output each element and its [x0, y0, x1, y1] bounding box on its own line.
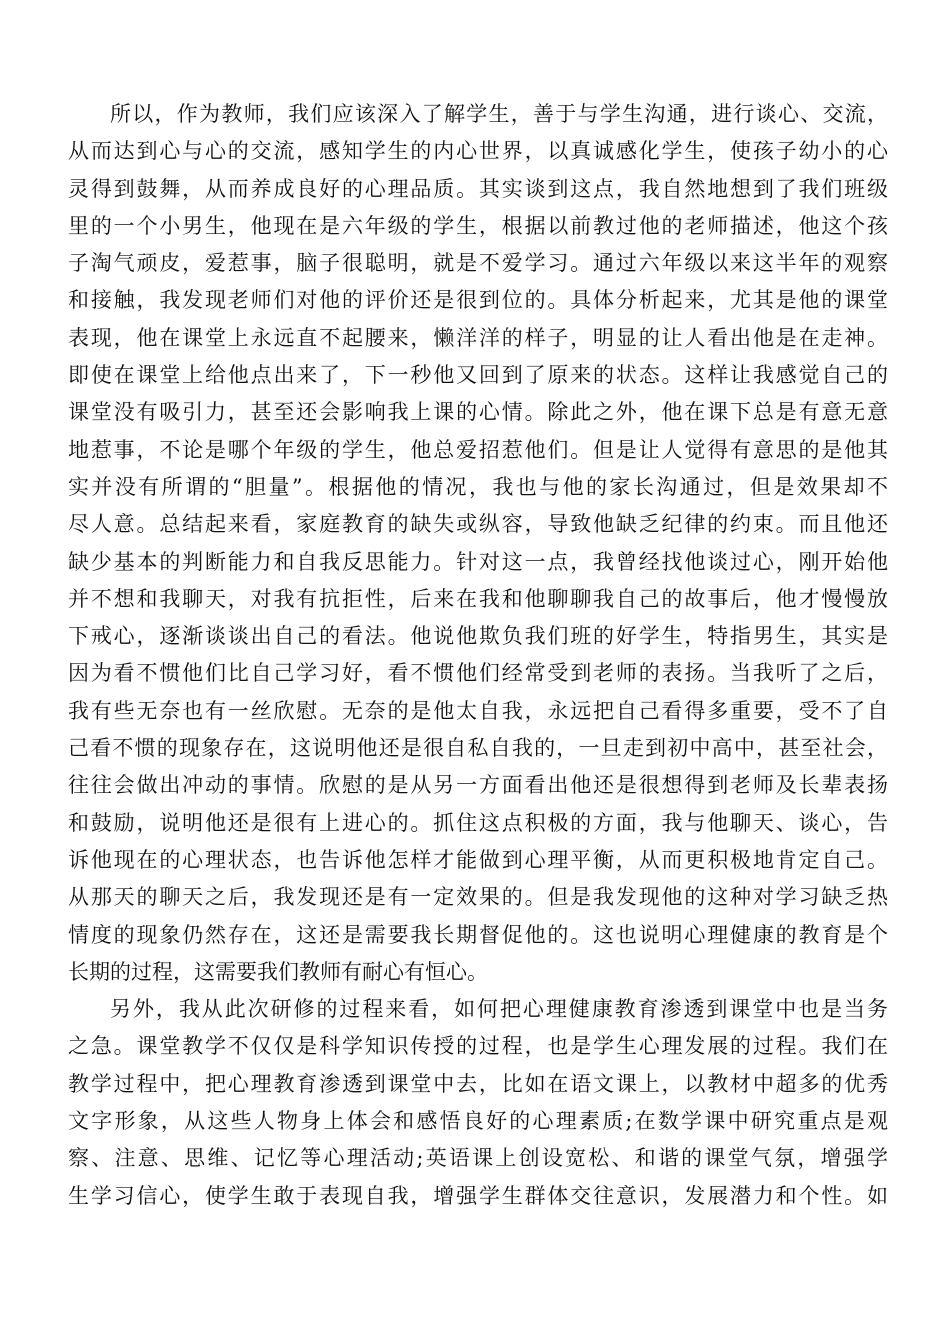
- document-page: [68, 96, 888, 1215]
- paragraph-line: 教学过程中，把心理教育渗透到课堂中去，比如在语文课上，以教材中超多的优秀: [68, 1071, 888, 1096]
- paragraph-line: 课堂没有吸引力，甚至还会影响我上课的心情。除此之外，他在课下总是有意无意: [68, 400, 888, 425]
- paragraph-line: 长期的过程，这需要我们教师有耐心有恒心。: [68, 959, 488, 984]
- paragraph-line: 下戒心，逐渐谈谈出自己的看法。他说他欺负我们班的好学生，特指男生，其实是: [68, 624, 888, 649]
- paragraph-line: 地惹事，不论是哪个年级的学生，他总爱招惹他们。但是让人觉得有意思的是他其: [68, 437, 888, 462]
- paragraph-line: 表现，他在课堂上永远直不起腰来，懒洋洋的样子，明显的让人看出他是在走神。: [68, 325, 888, 350]
- paragraph-line: 缺少基本的判断能力和自我反思能力。针对这一点，我曾经找他谈过心，刚开始他: [68, 549, 888, 574]
- paragraph-line: 所以，作为教师，我们应该深入了解学生，善于与学生沟通，进行谈心、交流，: [110, 102, 888, 126]
- paragraph-line: 情度的现象仍然存在，这还是需要我长期督促他的。这也说明心理健康的教育是个: [68, 922, 888, 947]
- paragraph-line: 己看不惯的现象存在，这说明他还是很自私自我的，一旦走到初中高中，甚至社会，: [68, 736, 888, 761]
- paragraph-line: 诉他现在的心理状态，也告诉他怎样才能做到心理平衡，从而更积极地肯定自己。: [68, 847, 888, 872]
- paragraph-line: 从那天的聊天之后，我发现还是有一定效果的。但是我发现他的这种对学习缺乏热: [68, 885, 888, 910]
- paragraph-line: 实并没有所谓的“胆量”。根据他的情况，我也与他的家长沟通过，但是效果却不: [68, 474, 888, 499]
- paragraph-line: 并不想和我聊天，对我有抗拒性，后来在我和他聊聊我自己的故事后，他才慢慢放: [68, 586, 888, 611]
- paragraph-line: 文字形象，从这些人物身上体会和感悟良好的心理素质;在数学课中研究重点是观: [68, 1109, 888, 1134]
- paragraph-line: 即使在课堂上给他点出来了，下一秒他又回到了原来的状态。这样让我感觉自己的: [68, 363, 888, 388]
- paragraph-line: 另外，我从此次研修的过程来看，如何把心理健康教育渗透到课堂中也是当务: [110, 997, 888, 1022]
- paragraph-1: [68, 96, 888, 991]
- paragraph-line: 灵得到鼓舞，从而养成良好的心理品质。其实谈到这点，我自然地想到了我们班级: [68, 176, 888, 201]
- paragraph-line: 因为看不惯他们比自己学习好，看不惯他们经常受到老师的表扬。当我听了之后，: [68, 661, 888, 686]
- paragraph-2: [68, 991, 888, 1215]
- paragraph-line: 尽人意。总结起来看，家庭教育的缺失或纵容，导致他缺乏纪律的约束。而且他还: [68, 512, 888, 537]
- paragraph-line: 和接触，我发现老师们对他的评价还是很到位的。具体分析起来，尤其是他的课堂: [68, 288, 888, 313]
- paragraph-line: 和鼓励，说明他还是很有上进心的。抓住这点积极的方面，我与他聊天、谈心，告: [68, 810, 888, 835]
- paragraph-line: 生学习信心，使学生敢于表现自我，增强学生群体交往意识，发展潜力和个性。如: [68, 1183, 888, 1208]
- paragraph-line: 我有些无奈也有一丝欣慰。无奈的是他太自我，永远把自己看得多重要，受不了自: [68, 698, 888, 723]
- paragraph-line: 之急。课堂教学不仅仅是科学知识传授的过程，也是学生心理发展的过程。我们在: [68, 1034, 888, 1059]
- paragraph-line: 察、注意、思维、记忆等心理活动;英语课上创设宽松、和谐的课堂气氛，增强学: [68, 1146, 888, 1171]
- paragraph-line: 从而达到心与心的交流，感知学生的内心世界，以真诚感化学生，使孩子幼小的心: [68, 139, 888, 164]
- paragraph-line: 往往会做出冲动的事情。欣慰的是从另一方面看出他还是很想得到老师及长辈表扬: [68, 773, 888, 798]
- paragraph-line: 子淘气顽皮，爱惹事，脑子很聪明，就是不爱学习。通过六年级以来这半年的观察: [68, 251, 888, 276]
- paragraph-line: 里的一个小男生，他现在是六年级的学生，根据以前教过他的老师描述，他这个孩: [68, 213, 888, 238]
